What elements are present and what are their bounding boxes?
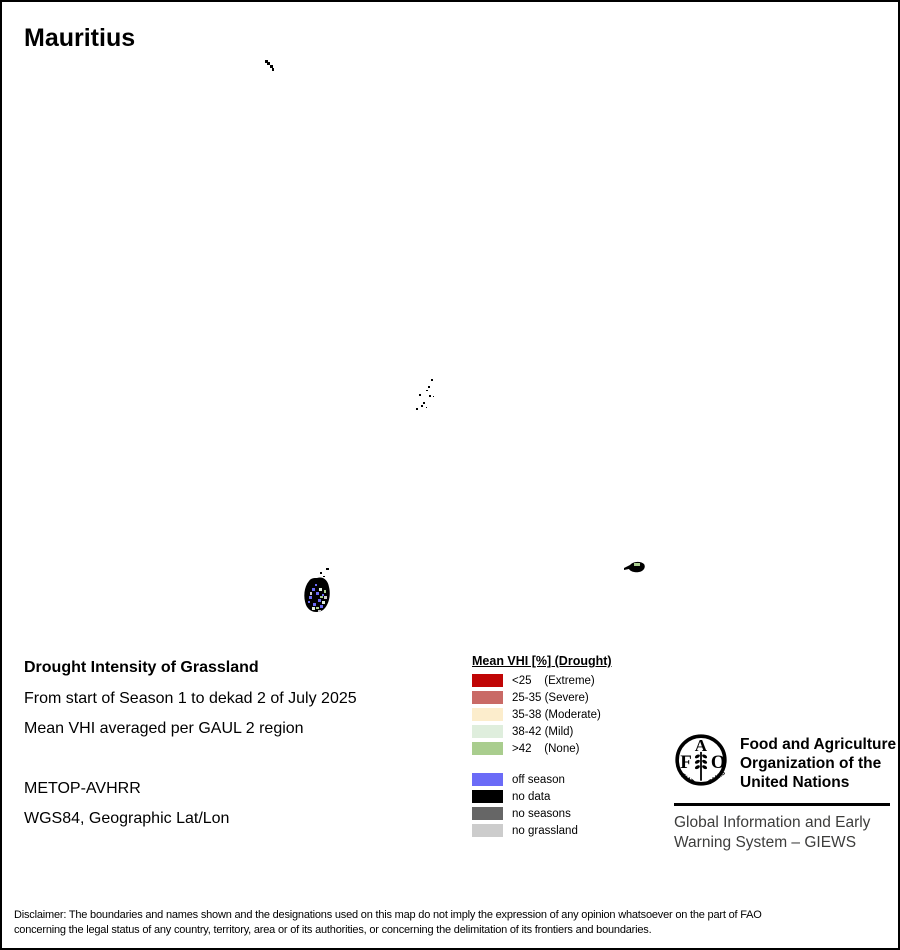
legend-swatch-no-seasons: [472, 807, 503, 820]
disclaimer-line2: concerning the legal status of any country, territory, area or of its authorities, or concerning the delimitation of its frontiers and boundaries.: [14, 924, 652, 936]
island-agalega: [263, 58, 277, 74]
legend-row-no-seasons: [472, 807, 662, 820]
fao-divider: [674, 803, 890, 806]
legend-row-no-data: [472, 790, 662, 803]
legend-row-extreme: [472, 674, 662, 687]
island-rodrigues: [622, 558, 648, 576]
island-st-brandon: [414, 377, 438, 411]
fao-motto-fiat: FIAT: [679, 772, 695, 786]
legend-label-moderate: 35-38 (Moderate): [512, 708, 601, 721]
legend: [472, 654, 662, 841]
legend-row-none: [472, 742, 662, 755]
map-subtitle-heading: Drought Intensity of Grassland: [24, 659, 259, 676]
map-method-text: Mean VHI averaged per GAUL 2 region: [24, 720, 304, 737]
legend-label-none: >42 (None): [512, 742, 580, 755]
disclaimer-line1: Disclaimer: The boundaries and names shown and the designations used on this map do not imply the expression of any opinion whatsoever on the part of FAO: [14, 909, 762, 921]
fao-name-line2: Organization of the: [740, 755, 882, 772]
fao-letter-o: O: [710, 752, 726, 774]
legend-swatch-no-grassland: [472, 824, 503, 837]
fao-letter-f: F: [680, 752, 692, 774]
map-period-text: From start of Season 1 to dekad 2 of July 2025: [24, 690, 357, 707]
fao-logo-icon: [674, 732, 728, 788]
legend-label-off-season: off season: [512, 773, 565, 786]
map-projection-text: WGS84, Geographic Lat/Lon: [24, 810, 230, 827]
legend-swatch-severe: [472, 691, 503, 704]
giews-line1: Global Information and Early: [674, 814, 871, 831]
legend-swatch-mild: [472, 725, 503, 738]
island-mauritius-main: [300, 566, 336, 616]
fao-letter-a: A: [694, 736, 708, 755]
legend-title: Mean VHI [%] (Drought): [472, 654, 612, 668]
legend-swatch-extreme: [472, 674, 503, 687]
legend-label-no-grassland: no grassland: [512, 824, 578, 837]
legend-row-severe: [472, 691, 662, 704]
legend-row-moderate: [472, 708, 662, 721]
fao-name-line1: Food and Agriculture: [740, 736, 897, 753]
fao-motto-panis: PANIS: [707, 769, 727, 787]
legend-swatch-none: [472, 742, 503, 755]
legend-swatch-no-data: [472, 790, 503, 803]
map-sensor-text: METOP-AVHRR: [24, 780, 141, 797]
legend-row-mild: [472, 725, 662, 738]
page-title: Mauritius: [24, 24, 136, 52]
fao-name: [740, 735, 896, 792]
legend-swatch-off-season: [472, 773, 503, 786]
legend-label-extreme: <25 (Extreme): [512, 674, 595, 687]
legend-row-no-grassland: [472, 824, 662, 837]
giews-caption: [674, 813, 870, 853]
legend-label-no-data: no data: [512, 790, 551, 803]
disclaimer: [14, 908, 890, 938]
legend-row-off-season: [472, 773, 662, 786]
legend-label-mild: 38-42 (Mild): [512, 725, 574, 738]
legend-swatch-moderate: [472, 708, 503, 721]
giews-line2: Warning System – GIEWS: [674, 834, 857, 851]
legend-label-severe: 25-35 (Severe): [512, 691, 589, 704]
legend-label-no-seasons: no seasons: [512, 807, 571, 820]
fao-name-line3: United Nations: [740, 774, 850, 791]
legend-gap: [472, 759, 662, 773]
